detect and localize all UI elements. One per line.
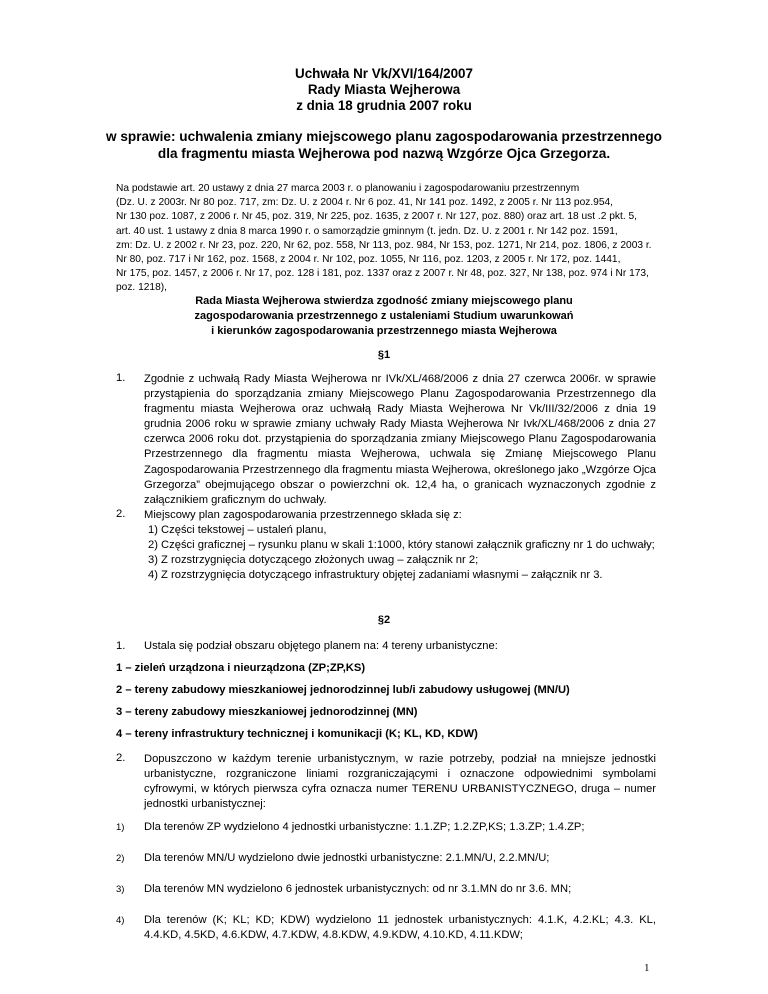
list-item: 4) Z rozstrzygnięcia dotyczącego infrastruktury objętej zadaniami własnymi – załącznik nr 3. xyxy=(148,569,603,582)
unit-1-number: 1) xyxy=(116,822,125,833)
section-2-item-2-text: Dopuszczono w każdym terenie urbanistycznym, w razie potrzeby, podział na mniejsze jednostki urbanistyczne, rozgraniczone liniami rozgraniczającymi i oznaczone odpowiednimi symbolami cyfrowymi, w których pierwsza cyfra oznacza numer TERENU URBANISTYCZNEGO, druga – numer jednostki urbanistycznej: xyxy=(144,753,656,811)
unit-1-text: Dla terenów ZP wydzielono 4 jednostki urbanistyczne: 1.1.ZP; 1.2.ZP,KS; 1.3.ZP; 1.4.ZP; xyxy=(144,821,585,833)
section-2-heading: §2 xyxy=(377,614,391,626)
legal-basis-line: (Dz. U. z 2003r. Nr 80 poz. 717, zm: Dz. U. z 2004 r. Nr 6 poz. 41, Nr 141 poz. 1492, z 2005 r. Nr 113 poz.954, xyxy=(116,197,613,209)
list-item: 2) Części graficznej – rysunku planu w skali 1:1000, który stanowi załącznik graficzny nr 1 do uchwały; xyxy=(148,539,655,552)
unit-4-text: Dla terenów (K; KL; KD; KDW) wydzielono 11 jednostek urbanistycznych: 4.1.K, 4.2.KL; 4.3. KL, 4.4.KD, 4.5KD, 4.6.KDW, 4.7.KDW, 4.8.KDW, 4.9.KDW, 4.10.KD, 4.11.KDW; xyxy=(144,914,656,942)
unit-4-number: 4) xyxy=(116,915,125,926)
unit-3-text: Dla terenów MN wydzielono 6 jednostek urbanistycznych: od nr 3.1.MN do nr 3.6. MN; xyxy=(144,883,572,895)
section-1-item-1-text: Zgodnie z uchwałą Rady Miasta Wejherowa nr IVk/XL/468/2006 z dnia 27 czerwca 2006r. w sprawie przystąpienia do sporządzania zmiany Miejscowego Planu Zagospodarowania Przestrzennego dla fragmentu miasta Wejherowa oraz uchwałą Rady Miasta Wejherowa Nr Vk/III/32/2006 z dnia 19 grudnia 2006 roku w sprawie zmiany uchwały Rady Miasta Wejherowa Nr Ivk/XL/468/2006 z dnia 27 czerwca 2006 roku dot. przystąpienia do sporządzania zmiany Miejscowego Planu Zagospodarowania Przestrzennego dla fragmentu miasta Wejherowa, uchwala się Zmianę Miejscowego Planu Zagospodarowania Przestrzennego dla fragmentu miasta Wejherowa, określonego jako „Wzgórze Ojca Grzegorza” obejmującego obszar o powierzchni ok. 12,4 ha, o granicach wyznaczonych zgodnie z załącznikiem graficznym do uchwały. xyxy=(144,373,656,506)
legal-basis-line: zm: Dz. U. z 2002 r. Nr 23, poz. 220, Nr 62, poz. 558, Nr 113, poz. 984, Nr 153, poz. 1271, Nr 214, poz. 1806, z 2003 r. xyxy=(116,239,652,251)
legal-basis-line: art. 40 ust. 1 ustawy z dnia 8 marca 1990 r. o samorządzie gminnym (t. jedn. Dz. U. z 2001 r. Nr 142 poz. 1591, xyxy=(116,225,618,237)
subject-line-1: w sprawie: uchwalenia zmiany miejscowego planu zagospodarowania przestrzennego xyxy=(106,129,662,144)
section-1-heading: §1 xyxy=(377,349,391,361)
subject-line-2: dla fragmentu miasta Wejherowa pod nazwą Wzgórze Ojca Grzegorza. xyxy=(157,146,611,161)
unit-2-text: Dla terenów MN/U wydzielono dwie jednostki urbanistyczne: 2.1.MN/U, 2.2.MN/U; xyxy=(144,852,550,864)
page-number: 1 xyxy=(644,962,650,974)
section-2-item-1-text: Ustala się podział obszaru objętego planem na: 4 tereny urbanistyczne: xyxy=(144,640,498,652)
legal-basis xyxy=(116,182,656,296)
resolution-number: Uchwała Nr Vk/XVI/164/2007 xyxy=(295,66,473,81)
statement-line-1: Rada Miasta Wejherowa stwierdza zgodność zmiany miejscowego planu xyxy=(195,295,573,307)
section-1-item-2-text: Miejscowy plan zagospodarowania przestrzennego składa się z: xyxy=(144,509,462,521)
terrain-1: 1 – zieleń urządzona i nieurządzona (ZP;ZP,KS) xyxy=(116,662,366,674)
legal-basis-line: Nr 80, poz. 717 i Nr 162, poz. 1568, z 2004 r. Nr 102, poz. 1055, Nr 116, poz. 1203, z 2005 r. Nr 172, poz. 1441, xyxy=(116,254,621,266)
terrain-3: 3 – tereny zabudowy mieszkaniowej jednorodzinnej (MN) xyxy=(116,706,418,718)
legal-basis-line: poz. 1218), xyxy=(116,282,167,294)
legal-basis-line: Nr 175, poz. 1457, z 2006 r. Nr 17, poz. 128 i 181, poz. 1337 oraz z 2007 r. Nr 48, poz. 327, Nr 138, poz. 974 i Nr 173, xyxy=(116,268,649,280)
legal-basis-line: Na podstawie art. 20 ustawy z dnia 27 marca 2003 r. o planowaniu i zagospodarowaniu przestrzennym xyxy=(116,183,580,194)
council-name: Rady Miasta Wejherowa xyxy=(307,82,461,97)
plan-components-list xyxy=(148,523,658,583)
legal-basis-line: Nr 130 poz. 1087, z 2006 r. Nr 45, poz. 319, Nr 225, poz. 1635, z 2007 r. Nr 127, poz. 880) oraz art. 18 ust .2 pkt. 5, xyxy=(116,211,637,223)
section-2-item-2-number: 2. xyxy=(116,752,126,764)
statement-line-2: zagospodarowania przestrzennego z ustaleniami Studium uwarunkowań xyxy=(194,310,574,322)
terrain-2: 2 – tereny zabudowy mieszkaniowej jednorodzinnej lub/i zabudowy usługowej (MN/U) xyxy=(116,684,570,696)
terrain-4: 4 – tereny infrastruktury technicznej i komunikacji (K; KL, KD, KDW) xyxy=(116,728,478,740)
statement-line-3: i kierunków zagospodarowania przestrzennego miasta Wejherowa xyxy=(211,325,557,337)
unit-3-number: 3) xyxy=(116,884,125,895)
section-2-item-1-number: 1. xyxy=(116,640,126,652)
resolution-date: z dnia 18 grudnia 2007 roku xyxy=(296,98,472,113)
list-item: 3) Z rozstrzygnięcia dotyczącego złożonych uwag – załącznik nr 2; xyxy=(148,554,479,567)
section-1-item-2-number: 2. xyxy=(116,508,126,520)
unit-2-number: 2) xyxy=(116,853,125,864)
list-item: 1) Części tekstowej – ustaleń planu, xyxy=(148,524,327,536)
section-1-item-1-number: 1. xyxy=(116,372,126,384)
